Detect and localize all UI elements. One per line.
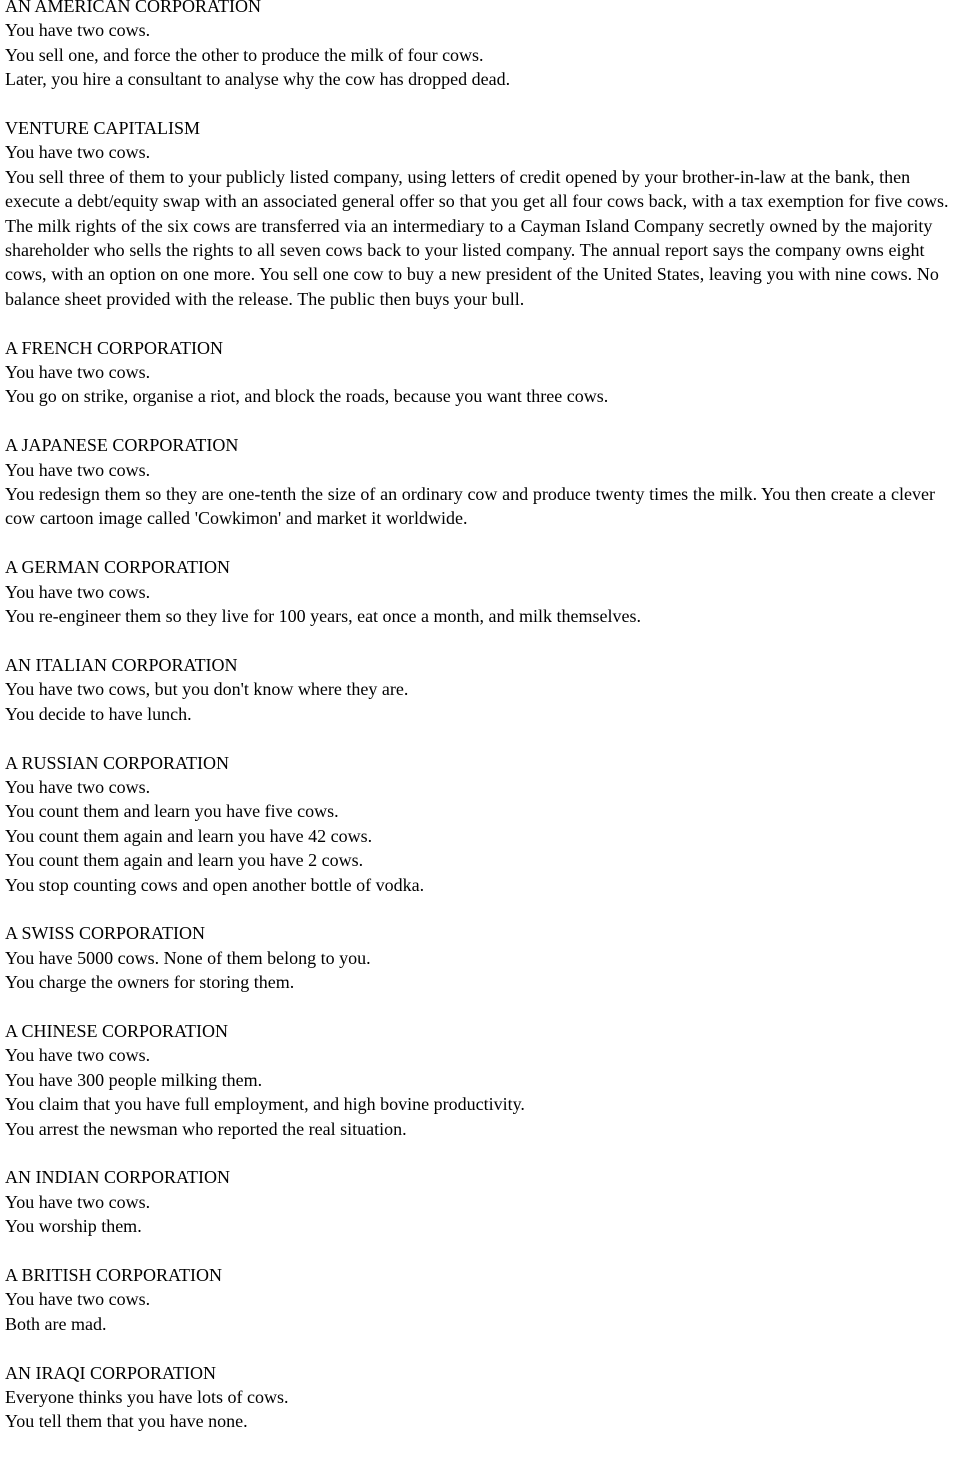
text-line: You have 5000 cows. None of them belong to you. xyxy=(5,947,371,968)
text-line: You stop counting cows and open another bottle of vodka. xyxy=(5,874,425,895)
text-line: You have two cows. xyxy=(5,1045,151,1066)
section-swiss xyxy=(5,921,960,994)
text-line: You have two cows. xyxy=(5,581,151,602)
section-heading: A FRENCH CORPORATION xyxy=(5,337,224,358)
text-line: You have two cows. xyxy=(5,776,151,797)
text-line: Both are mad. xyxy=(5,1313,107,1334)
text-line: You go on strike, organise a riot, and block the roads, because you want three cows. xyxy=(5,386,609,407)
section-heading: A CHINESE CORPORATION xyxy=(5,1020,229,1041)
text-line: You have two cows. xyxy=(5,1191,151,1212)
section-heading: AN IRAQI CORPORATION xyxy=(5,1362,217,1383)
section-heading: A JAPANESE CORPORATION xyxy=(5,435,239,456)
text-line: You have two cows. xyxy=(5,459,151,480)
section-heading: AN ITALIAN CORPORATION xyxy=(5,654,238,675)
text-line: Later, you hire a consultant to analyse why the cow has dropped dead. xyxy=(5,69,511,90)
section-indian xyxy=(5,1165,960,1238)
text-line: You have two cows. xyxy=(5,362,151,383)
text-line: You count them again and learn you have 42 cows. xyxy=(5,825,373,846)
section-heading: A GERMAN CORPORATION xyxy=(5,557,231,578)
document-body xyxy=(5,0,960,1458)
text-paragraph: You sell three of them to your publicly listed company, using letters of credit opened by your brother-in-law at the bank, then execute a debt/equity swap with an associated general offer so that you get all four cows back, with a tax exemption for five cows. The milk rights of the six cows are transferred via an intermediary to a Cayman Island Company secretly owned by the majority shareholder who sells the rights to all seven cows back to your listed company. The annual report says the company owns eight cows, with an option on one more. You sell one cow to buy a new president of the United States, leaving you with nine cows. No balance sheet provided with the release. The public then buys your bull. xyxy=(5,166,949,309)
text-line: You have two cows. xyxy=(5,142,151,163)
text-line: You have two cows. xyxy=(5,1289,151,1310)
text-line: Everyone thinks you have lots of cows. xyxy=(5,1386,289,1407)
text-line: You worship them. xyxy=(5,1216,142,1237)
section-chinese xyxy=(5,1019,960,1141)
section-japanese xyxy=(5,433,960,531)
section-heading: A RUSSIAN CORPORATION xyxy=(5,752,230,773)
section-russian xyxy=(5,751,960,897)
text-line: You count them again and learn you have 2 cows. xyxy=(5,850,364,871)
text-line: You tell them that you have none. xyxy=(5,1411,248,1432)
section-heading: AN AMERICAN CORPORATION xyxy=(5,0,262,16)
section-heading: AN INDIAN CORPORATION xyxy=(5,1167,230,1188)
section-iraqi xyxy=(5,1361,960,1434)
section-italian xyxy=(5,653,960,726)
text-line: You claim that you have full employment, and high bovine productivity. xyxy=(5,1094,525,1115)
section-heading: A BRITISH CORPORATION xyxy=(5,1264,223,1285)
text-line: You have 300 people milking them. xyxy=(5,1069,263,1090)
text-line: You have two cows, but you don't know where they are. xyxy=(5,679,409,700)
text-line: You have two cows. xyxy=(5,20,151,41)
section-venture-capitalism xyxy=(5,116,960,311)
text-paragraph: You redesign them so they are one-tenth the size of an ordinary cow and produce twenty times the milk. You then create a clever cow cartoon image called 'Cowkimon' and market it worldwide. xyxy=(5,484,936,529)
text-line: You decide to have lunch. xyxy=(5,703,192,724)
section-heading: VENTURE CAPITALISM xyxy=(5,118,201,139)
section-heading: A SWISS CORPORATION xyxy=(5,923,206,944)
section-german xyxy=(5,555,960,628)
text-line: You re-engineer them so they live for 100 years, eat once a month, and milk themselves. xyxy=(5,606,642,627)
text-line: You count them and learn you have five cows. xyxy=(5,801,339,822)
text-line: You sell one, and force the other to produce the milk of four cows. xyxy=(5,44,484,65)
section-british xyxy=(5,1263,960,1336)
section-american xyxy=(5,0,960,92)
section-french xyxy=(5,336,960,409)
text-line: You arrest the newsman who reported the real situation. xyxy=(5,1118,407,1139)
text-line: You charge the owners for storing them. xyxy=(5,972,295,993)
